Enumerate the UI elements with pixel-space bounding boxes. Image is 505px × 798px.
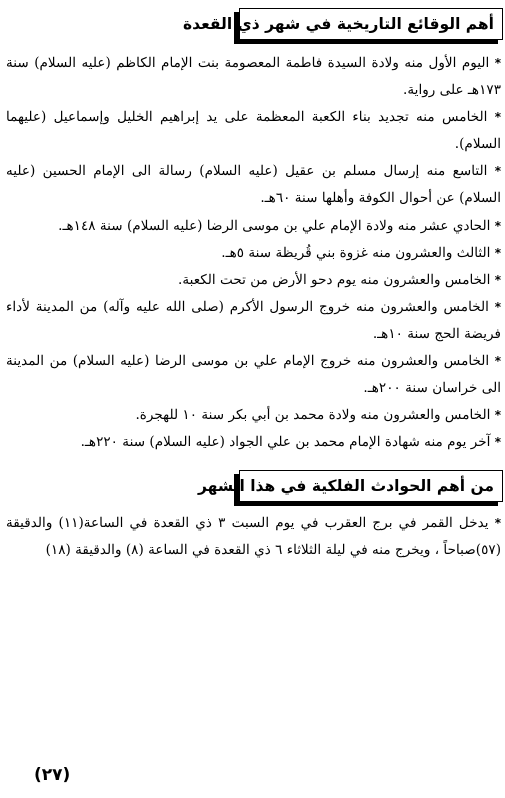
list-item xyxy=(6,50,501,104)
bullet-star: * xyxy=(494,110,501,125)
list-item-text: التاسع منه إرسال مسلم بن عقيل (عليه السلام) رسالة الى الإمام الحسين (عليه السلام) عن أحوال الكوفة وأهلها سنة ٦٠هـ. xyxy=(6,163,501,207)
list-item xyxy=(6,158,501,212)
list-item-text: اليوم الأول منه ولادة السيدة فاطمة المعصومة بنت الإمام الكاظم (عليه السلام) سنة ١٧٣هـ على رواية. xyxy=(6,55,501,99)
bullet-star: * xyxy=(494,56,501,70)
list-item-text: الثالث والعشرون منه غزوة بني قُريظة سنة ٥هـ. xyxy=(221,244,491,261)
section-heading-historical-events: أهم الوقائع التاريخية في شهر ذي القعدة xyxy=(239,8,503,40)
list-item xyxy=(6,294,501,348)
bullet-star: * xyxy=(494,164,502,179)
list-item xyxy=(6,348,501,402)
list-item xyxy=(6,213,501,240)
list-item-text: آخر يوم منه شهادة الإمام محمد بن علي الجواد (عليه السلام) سنة ٢٢٠هـ. xyxy=(80,434,491,451)
list-item-text: الخامس منه تجديد بناء الكعبة المعظمة على يد إبراهيم الخليل وإسماعيل (عليهما السلام). xyxy=(6,109,501,153)
list-item xyxy=(6,104,501,158)
list-item-text: يدخل القمر في برج العقرب في يوم السبت ٣ ذي القعدة في الساعة(١١) والدقيقة (٥٧)صباحاً ، ويخرج منه في ليلة الثلاثاء ٦ ذي القعدة في الساعة (٨) والدقيقة (١٨) xyxy=(6,515,501,559)
astronomical-events-list xyxy=(6,510,501,564)
historical-events-list xyxy=(6,50,501,456)
list-item-text: الخامس والعشرون منه خروج الإمام علي بن موسى الرضا (عليه السلام) من المدينة الى خراسان سنة ٢٠٠هـ. xyxy=(6,353,501,397)
list-item xyxy=(6,267,501,294)
bullet-star: * xyxy=(494,245,501,260)
list-item xyxy=(6,402,501,429)
list-item xyxy=(6,510,501,564)
list-item-text: الخامس والعشرون منه ولادة محمد بن أبي بكر سنة ١٠ للهجرة. xyxy=(135,407,491,424)
page-number: (٢٧) xyxy=(34,765,71,785)
list-item-text: الحادي عشر منه ولادة الإمام علي بن موسى الرضا (عليه السلام) سنة ١٤٨هـ. xyxy=(58,217,491,234)
list-item xyxy=(6,240,501,267)
bullet-star: * xyxy=(494,218,501,233)
list-item xyxy=(6,429,501,456)
bullet-star: * xyxy=(494,516,502,530)
bullet-star: * xyxy=(494,299,501,314)
list-item-text: الخامس والعشرون منه خروج الرسول الأكرم (صلى الله عليه وآله) من المدينة لأداء فريضة الحج سنة ١٠هـ. xyxy=(6,298,501,342)
section-heading-astronomical-events: من أهم الحوادث الفلكية في هذا الشهر xyxy=(239,470,503,502)
list-item-text: الخامس والعشرون منه يوم دحو الأرض من تحت الكعبة. xyxy=(178,271,491,288)
bullet-star: * xyxy=(494,272,501,287)
bullet-star: * xyxy=(494,435,501,450)
bullet-star: * xyxy=(494,354,501,369)
bullet-star: * xyxy=(494,408,501,423)
